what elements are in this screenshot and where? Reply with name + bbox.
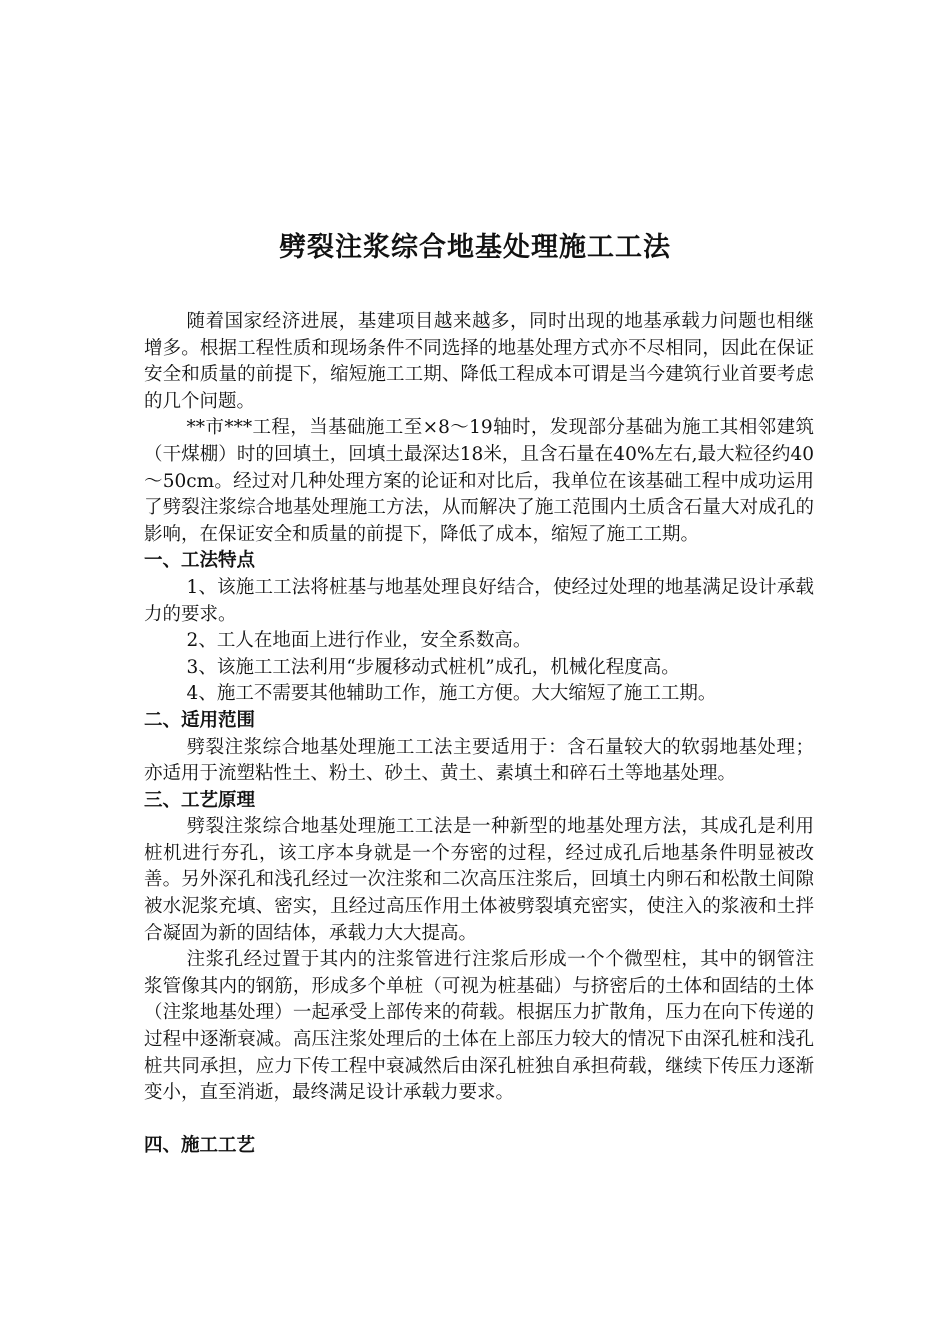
feature-item-3: 3、该施工工法利用“步履移动式桩机”成孔，机械化程度高。 [186,656,680,678]
document-title: 劈裂注浆综合地基处理施工工法 [279,232,671,263]
intro-paragraph-1: 随着国家经济进展，基建项目越来越多，同时出现的地基承载力问题也相继增多。根据工程性质和现场条件不同选择的地基处理方式亦不尽相同，因此在保证安全和质量的前提下，缩短施工工期、降低工程成本可谓是当今建筑行业首要考虑的几个问题。 [144,311,814,412]
scope-paragraph: 劈裂注浆综合地基处理施工工法主要适用于：含石量较大的软弱地基处理；亦适用于流塑粘性土、粉土、砂土、黄土、素填土和碎石土等地基处理。 [144,736,814,785]
document-body [144,309,814,1159]
feature-item-4: 4、施工不需要其他辅助工作，施工方便。大大缩短了施工工期。 [186,683,717,705]
feature-item-1: 1、该施工工法将桩基与地基处理良好结合，使经过处理的地基满足设计承载力的要求。 [144,576,814,625]
principle-paragraph-2: 注浆孔经过置于其内的注浆管进行注浆后形成一个个微型柱，其中的钢管注浆管像其内的钢筋，形成多个单桩（可视为桩基础）与挤密后的土体和固结的土体（注浆地基处理）一起承受上部传来的荷载。根据压力扩散角，压力在向下传递的过程中逐渐衰减。高压注浆处理后的土体在上部压力较大的情况下由深孔桩和浅孔桩共同承担，应力下传工程中衰减然后由深孔桩独自承担荷载，继续下传压力逐渐变小，直至消逝，最终满足设计承载力要求。 [144,949,814,1104]
section-heading-principle: 三、工艺原理 [144,789,256,811]
principle-paragraph-1: 劈裂注浆综合地基处理施工工法是一种新型的地基处理方法，其成孔是利用桩机进行夯孔，该工序本身就是一个夯密的过程，经过成孔后地基条件明显被改善。另外深孔和浅孔经过一次注浆和二次高压注浆后，回填土内卵石和松散土间隙被水泥浆充填、密实，且经过高压作用土体被劈裂填充密实，使注入的浆液和土拌合凝固为新的固结体，承载力大大提高。 [144,816,814,944]
section-heading-scope: 二、适用范围 [144,709,256,731]
section-heading-process: 四、施工工艺 [144,1134,256,1156]
intro-paragraph-2: **市***工程，当基础施工至×8～19轴时，发现部分基础为施工其相邻建筑（干煤棚）时的回填土，回填土最深达18米，且含石量在40%左右,最大粒径约40～50cm。经过对几种处理方案的论证和对比后，我单位在该基础工程中成功运用了劈裂注浆综合地基处理施工方法，从而解决了施工范围内土质含石量大对成孔的影响，在保证安全和质量的前提下，降低了成本，缩短了施工工期。 [144,417,814,545]
section-heading-features: 一、工法特点 [144,550,256,572]
feature-item-2: 2、工人在地面上进行作业，安全系数高。 [186,630,532,652]
section-spacer [144,1107,814,1133]
